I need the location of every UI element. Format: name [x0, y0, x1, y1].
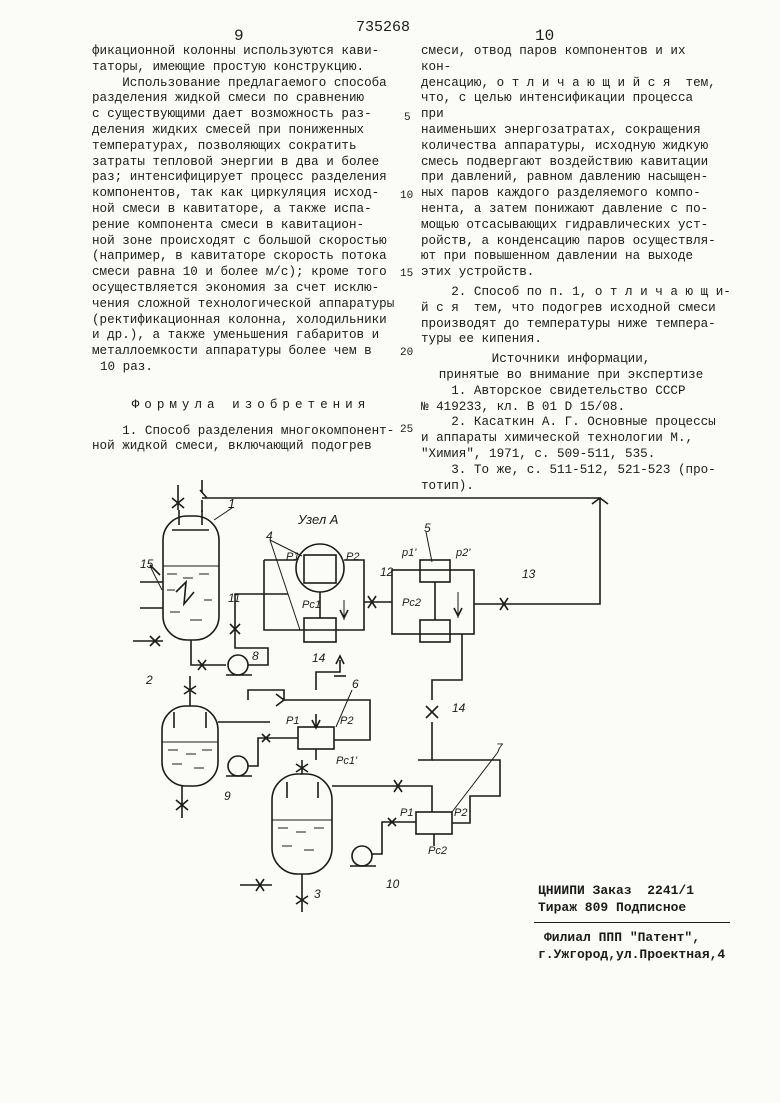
label-p1-c: P1 — [286, 715, 300, 727]
page-number-right: 10 — [535, 27, 555, 45]
text-line: ют при повышенном давлении на выходе — [421, 249, 694, 264]
text-line: (например, в кавитаторе скорость потока — [92, 249, 387, 264]
label-12: 12 — [380, 565, 394, 579]
text-line: металлоемкости аппаратуры более чем в — [92, 344, 372, 359]
label-13: 13 — [522, 567, 536, 581]
text-line: деления жидких смесей при пониженных — [92, 122, 365, 137]
label-p1-b: p1' — [402, 547, 417, 559]
label-pc1-c: Pc1' — [336, 755, 358, 767]
sources-heading: Источники информации, — [491, 352, 651, 367]
line-number: 10 — [400, 190, 414, 202]
label-p2-a: P2 — [346, 551, 360, 563]
text-line: затраты тепловой энергии в два и более — [92, 154, 380, 169]
text-line: рение компонента смеси в кавитацион- — [92, 217, 365, 232]
text-line: и др.), а также уменьшения габаритов и — [92, 328, 380, 343]
source-line: "Химия", 1971, с. 509-511, 535. — [421, 446, 656, 461]
text-line: количества аппаратуры, исходную жидкую — [421, 138, 709, 153]
label-pc2-d: Pc2 — [428, 845, 447, 857]
text-line: (ректификационная колонна, холодильники — [92, 312, 387, 327]
label-14-b: 14 — [452, 701, 466, 715]
text-line: ной зоне происходят с большой скоростью — [92, 233, 387, 248]
text-line: компонентов, так как циркуляция исход- — [92, 186, 380, 201]
label-8: 8 — [252, 649, 259, 663]
label-5: 5 — [424, 521, 431, 535]
line-number: 20 — [400, 347, 414, 359]
label-4: 4 — [266, 529, 273, 543]
label-9: 9 — [224, 789, 231, 803]
label-p2-d: P2 — [454, 807, 468, 819]
text-line: при давлений, равном давлению насыщен- — [421, 170, 709, 185]
formula-heading: Формула изобретения — [131, 397, 371, 412]
label-3: 3 — [314, 887, 321, 901]
imprint-order: ЦНИИПИ Заказ 2241/1 — [538, 883, 695, 898]
text-line: Использование предлагаемого способа — [92, 75, 387, 90]
text-line: денсацию, о т л и ч а ю щ и й с я тем, — [421, 75, 716, 90]
text-line: этих устройств. — [421, 265, 535, 280]
page-number-left: 9 — [234, 27, 244, 45]
text-line: смеси равна 10 и более м/с); кроме того — [92, 265, 387, 280]
text-line: что, с целью интенсификации процесса при — [421, 91, 694, 122]
condenser-7 — [332, 760, 500, 854]
imprint-box — [538, 882, 738, 963]
label-p2-b: p2' — [456, 547, 471, 559]
label-15: 15 — [140, 557, 154, 571]
text-line: 10 раз. — [100, 359, 153, 374]
text-line: осуществляется экономия за счет исклю- — [92, 280, 380, 295]
source-line: 1. Авторское свидетельство СССР — [421, 383, 686, 398]
vessel-1 — [163, 480, 219, 640]
source-line: 2. Касаткин А. Г. Основные процессы — [421, 415, 716, 430]
text-line: разделения жидкой смеси по сравнению — [92, 91, 365, 106]
node-label: Узел А — [298, 512, 339, 527]
patent-number: 735268 — [356, 19, 411, 36]
text-line: наименьших энергозатратах, сокращения — [421, 122, 701, 137]
text-line: 2. Способ по п. 1, о т л и ч а ю щ и- — [421, 284, 731, 299]
label-p1-a: P1 — [286, 551, 300, 563]
text-line: ных паров каждого разделяемого компо- — [421, 186, 701, 201]
text-line: нента, а затем понижают давление с по- — [421, 201, 709, 216]
label-p1-d: P1 — [400, 807, 414, 819]
text-line: ной жидкой смеси, включающий подогрев — [92, 439, 372, 454]
text-line: таторы, имеющие простую конструкцию. — [92, 59, 365, 74]
source-line: тотип). — [421, 478, 474, 493]
text-line: й с я тем, что подогрев исходной смеси — [421, 300, 716, 315]
label-10: 10 — [386, 877, 400, 891]
line-number: 25 — [400, 424, 414, 436]
text-line: с существующими дает возможность раз- — [92, 107, 372, 122]
label-1: 1 — [228, 496, 236, 511]
imprint-circulation: Тираж 809 Подписное — [538, 900, 687, 915]
text-line: производят до температуры ниже темпера- — [421, 316, 716, 331]
text-line: температурах, позволяющих сократить — [92, 138, 357, 153]
label-11: 11 — [228, 591, 241, 605]
label-2: 2 — [146, 673, 153, 687]
text-line: ройств, а конденсацию паров осуществля- — [421, 233, 716, 248]
text-line: мощью отсасывающих гидравлических уст- — [421, 217, 709, 232]
label-14-a: 14 — [312, 651, 326, 665]
label-pc1-a: Pc1 — [302, 599, 321, 611]
line-number: 15 — [400, 268, 414, 280]
text-line: чения сложной технологической аппаратуры — [92, 296, 395, 311]
label-pc2-b: Pc2 — [402, 597, 421, 609]
text-line: фикационной колонны используются кави- — [92, 44, 380, 58]
label-6: 6 — [352, 677, 359, 691]
source-line: № 419233, кл. В 01 D 15/08. — [421, 399, 626, 414]
text-line: ной смеси в кавитаторе, а также испа- — [92, 201, 372, 216]
text-line: туры ее кипения. — [421, 332, 542, 347]
line-number: 5 — [404, 112, 411, 124]
text-line: смесь подвергают воздействию кавитации — [421, 154, 709, 169]
text-line: смеси, отвод паров компонентов и их кон- — [421, 44, 686, 74]
text-line: 1. Способ разделения многокомпонент- — [92, 423, 395, 438]
label-7: 7 — [496, 741, 503, 755]
imprint-address: г.Ужгород,ул.Проектная,4 — [538, 947, 726, 962]
imprint-branch: Филиал ППП "Патент", — [544, 930, 701, 945]
sources-heading: принятые во внимание при экспертизе — [438, 367, 704, 382]
source-line: 3. То же, с. 511-512, 521-523 (про- — [421, 462, 716, 477]
vessel-2 — [162, 676, 218, 818]
text-line: раз; интенсифицирует процесс разделения — [92, 170, 387, 185]
label-p2-c: P2 — [340, 715, 354, 727]
source-line: и аппараты химической технологии М., — [421, 431, 694, 446]
